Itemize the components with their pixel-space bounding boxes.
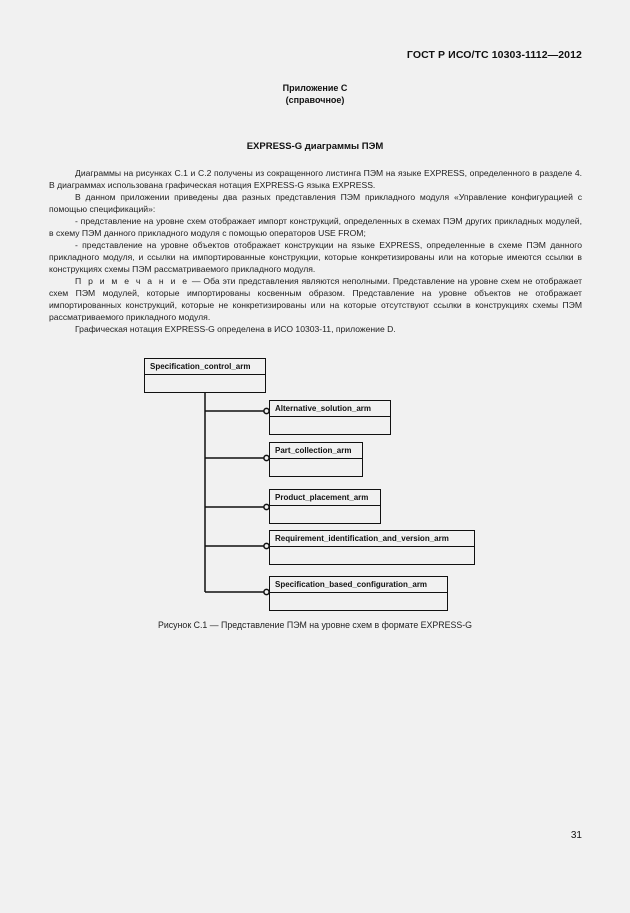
schema-name: Requirement_identification_and_version_arm [270,531,474,547]
annex-subtitle: (справочное) [285,95,345,105]
figure-caption: Рисунок С.1 — Представление ПЭМ на уровне схем в формате EXPRESS-G [158,620,472,630]
schema-box [269,442,363,477]
schema-box-root [144,358,266,393]
schema-name: Product_placement_arm [270,490,380,506]
schema-box [269,489,381,524]
schema-name: Specification_based_configuration_arm [270,577,447,593]
schema-box [269,530,475,565]
document-header: ГОСТ Р ИСО/ТС 10303-1112—2012 [406,49,582,61]
paragraph: Диаграммы на рисунках С.1 и С.2 получены из сокращенного листинга ПЭМ на языке EXPRESS, определенного в разделе 4. В диаграммах использована графическая нотация EXPRESS-G языка EXPRESS. [49,168,582,190]
paragraph: - представление на уровне схем отображает импорт конструкций, определенных в схемах ПЭМ других прикладных модулей, в схему ПЭМ данного прикладного модуля с помощью операторов USE FROM; [49,216,582,238]
schema-name: Specification_control_arm [145,359,265,375]
schema-name: Alternative_solution_arm [270,401,390,417]
schema-box [269,400,391,435]
paragraph: В данном приложении приведены два разных представления ПЭМ прикладного модуля «Управление конфигурацией с помощью спецификаций»: [49,192,582,214]
paragraph: Графическая нотация EXPRESS-G определена в ИСО 10303-11, приложение D. [75,324,396,334]
schema-box [269,576,448,611]
annex-title: Приложение С [282,83,348,93]
page-number: 31 [570,830,582,841]
note-label: П р и м е ч а н и е [75,276,190,286]
section-title: EXPRESS-G диаграммы ПЭМ [246,141,384,152]
paragraph: - представление на уровне объектов отображает конструкции на языке EXPRESS, определенные в схеме ПЭМ данного прикладного модуля, и ссылки на импортированные конструкции, которые конкретизированы или на которые имеются ссылки в конструкциях схемы ПЭМ рассматриваемого прикладного модуля. [49,240,582,274]
note-text: — Оба эти представления являются неполными. Представление на уровне схем не отображает схем ПЭМ модулей, которые импортированы косвенным образом. Представление на уровне объектов не отображает импортированных конструкций, которые не конкретизированы или на которые отсутствуют ссылки в конструкциях схемы ПЭМ рассматриваемого прикладного модуля. [49,276,583,322]
schema-name: Part_collection_arm [270,443,362,459]
